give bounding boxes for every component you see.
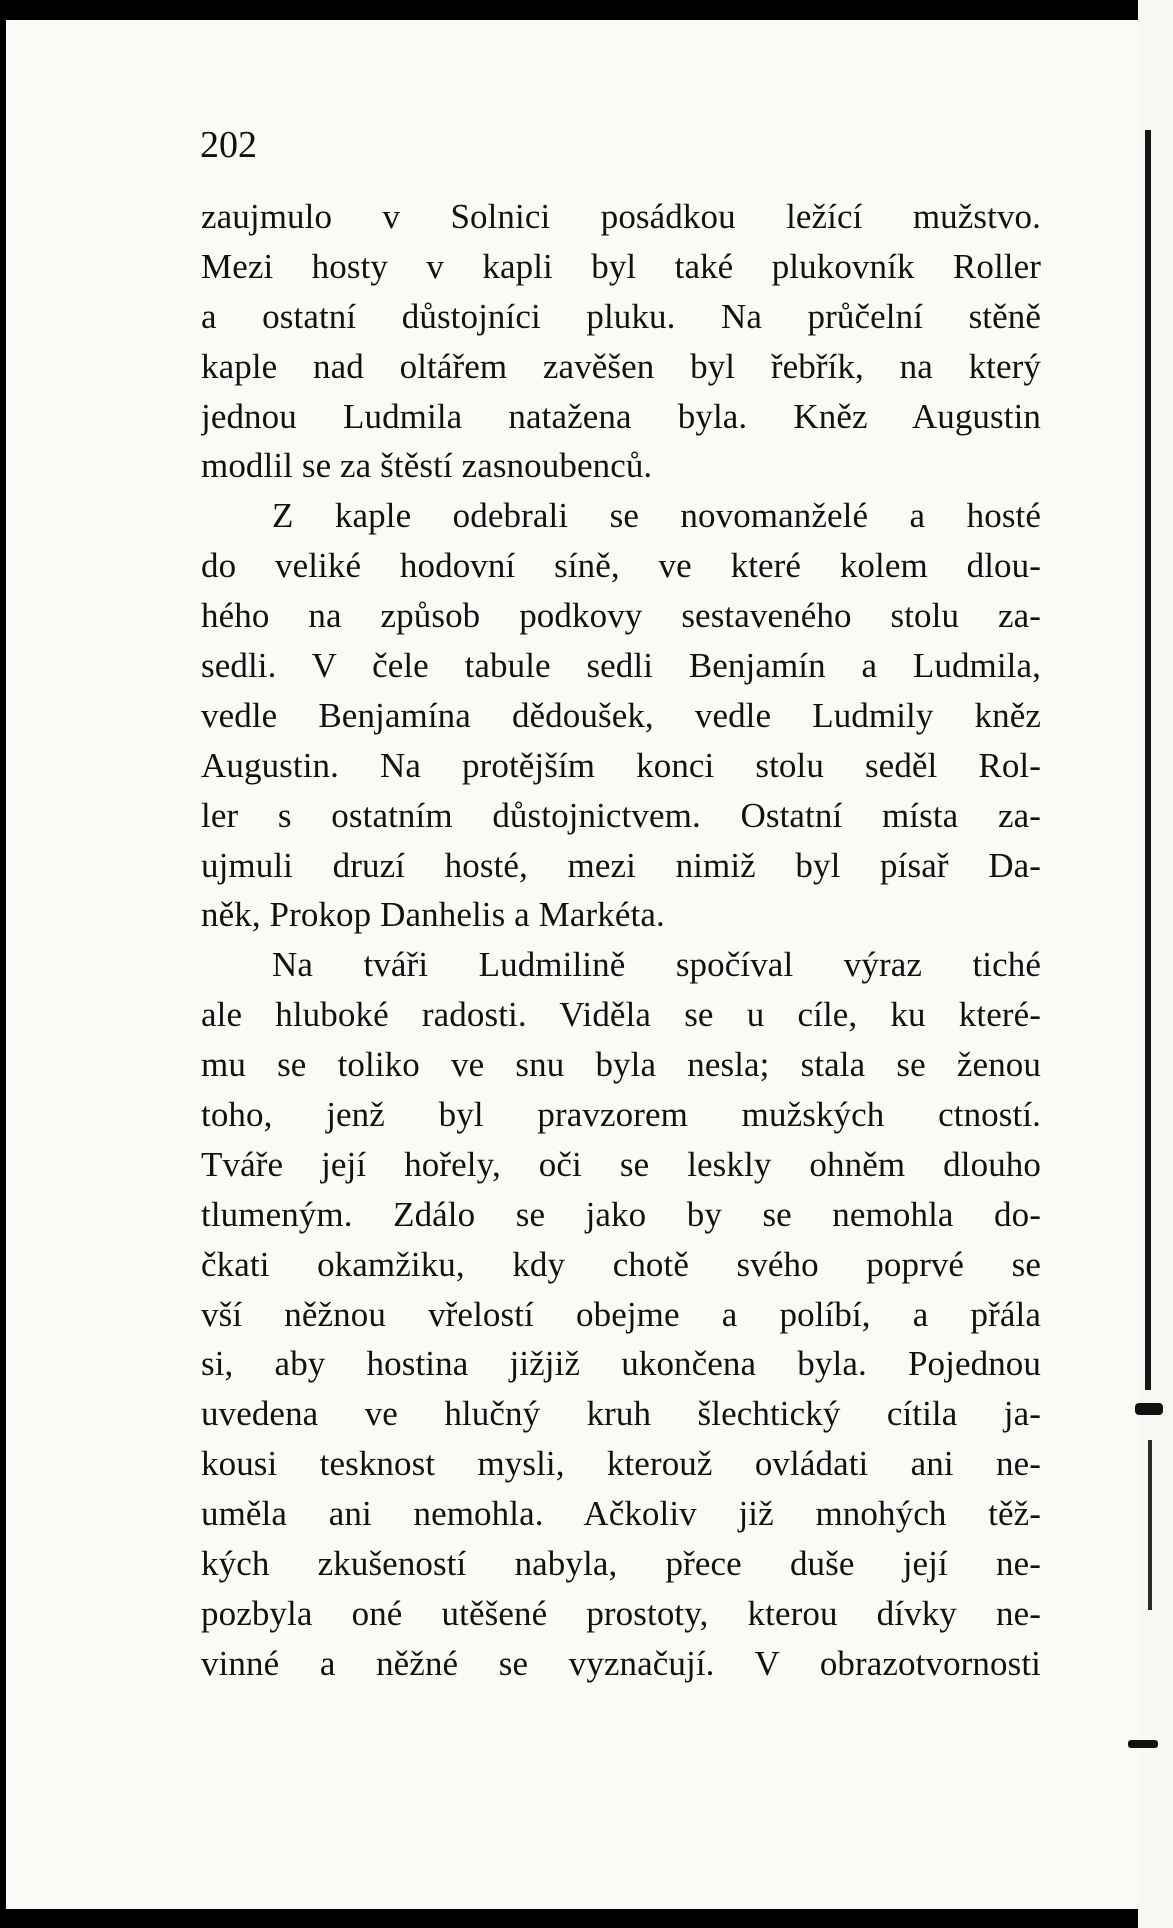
text-line: kých zkušeností nabyla, přece duše její ne-: [201, 1544, 1041, 1584]
binding-shadow-line: [1145, 130, 1151, 1390]
text-line: ler s ostatním důstojnictvem. Ostatní místa za-: [201, 795, 1041, 835]
text-line: vší něžnou vřelostí obejme a políbí, a přála: [201, 1294, 1041, 1334]
text-line: ujmuli druzí hosté, mezi nimiž byl písař Da-: [201, 845, 1041, 885]
text-line: mu se toliko ve snu byla nesla; stala se ženou: [201, 1045, 1041, 1085]
text-line: Z kaple odebrali se novomanželé a hosté: [272, 496, 1041, 536]
text-line: uvedena ve hlučný kruh šlechtický cítila ja-: [201, 1394, 1041, 1434]
text-line: a ostatní důstojníci pluku. Na průčelní stěně: [201, 296, 1041, 336]
body-text: [201, 192, 1041, 1689]
scan-right-edge: [1138, 0, 1173, 1928]
text-line: pozbyla oné utěšené prostoty, kterou dívky ne-: [201, 1593, 1041, 1633]
text-line: Mezi hosty v kapli byl také plukovník Roller: [201, 246, 1041, 286]
text-line: vedle Benjamína dědoušek, vedle Ludmily kněz: [201, 695, 1041, 735]
text-line: vinné a něžné se vyznačují. V obrazotvornosti: [201, 1643, 1041, 1683]
text-line: tlumeným. Zdálo se jako by se nemohla do-: [201, 1194, 1041, 1234]
text-line: zaujmulo v Solnici posádkou ležící mužstvo.: [201, 197, 1041, 236]
text-line: Na tváři Ludmilině spočíval výraz tiché: [272, 945, 1041, 985]
text-line: sedli. V čele tabule sedli Benjamín a Ludmila,: [201, 646, 1041, 686]
text-line: uměla ani nemohla. Ačkoliv již mnohých těž-: [201, 1494, 1041, 1534]
page-number: 202: [200, 124, 257, 166]
text-line: Augustin. Na protějším konci stolu seděl Rol-: [201, 745, 1041, 785]
text-line: Tváře její hořely, oči se leskly ohněm dlouho: [201, 1144, 1041, 1184]
text-line: kousi tesknost mysli, kterouž ovládati ani ne-: [201, 1444, 1041, 1484]
text-line: kaple nad oltářem zavěšen byl řebřík, na který: [201, 346, 1041, 386]
scan-edge-mark: [1135, 1403, 1163, 1415]
text-line: modlil se za štěstí zasnoubenců.: [201, 446, 653, 486]
text-line: si, aby hostina jižjiž ukončena byla. Pojednou: [201, 1344, 1041, 1384]
text-line: do veliké hodovní síně, ve které kolem dlou-: [201, 546, 1041, 586]
scan-edge-mark-lower: [1128, 1740, 1158, 1748]
text-line: ale hluboké radosti. Viděla se u cíle, ku které-: [201, 995, 1041, 1035]
text-line: toho, jenž byl pravzorem mužských ctností.: [201, 1095, 1041, 1135]
text-line: něk, Prokop Danhelis a Markéta.: [201, 895, 665, 935]
text-line: jednou Ludmila natažena byla. Kněz Augustin: [201, 396, 1041, 436]
page-paper: [6, 20, 1138, 1909]
binding-shadow-line-lower: [1148, 1440, 1152, 1610]
text-line: čkati okamžiku, kdy chotě svého poprvé se: [201, 1244, 1041, 1284]
text-line: hého na způsob podkovy sestaveného stolu za-: [201, 596, 1041, 636]
